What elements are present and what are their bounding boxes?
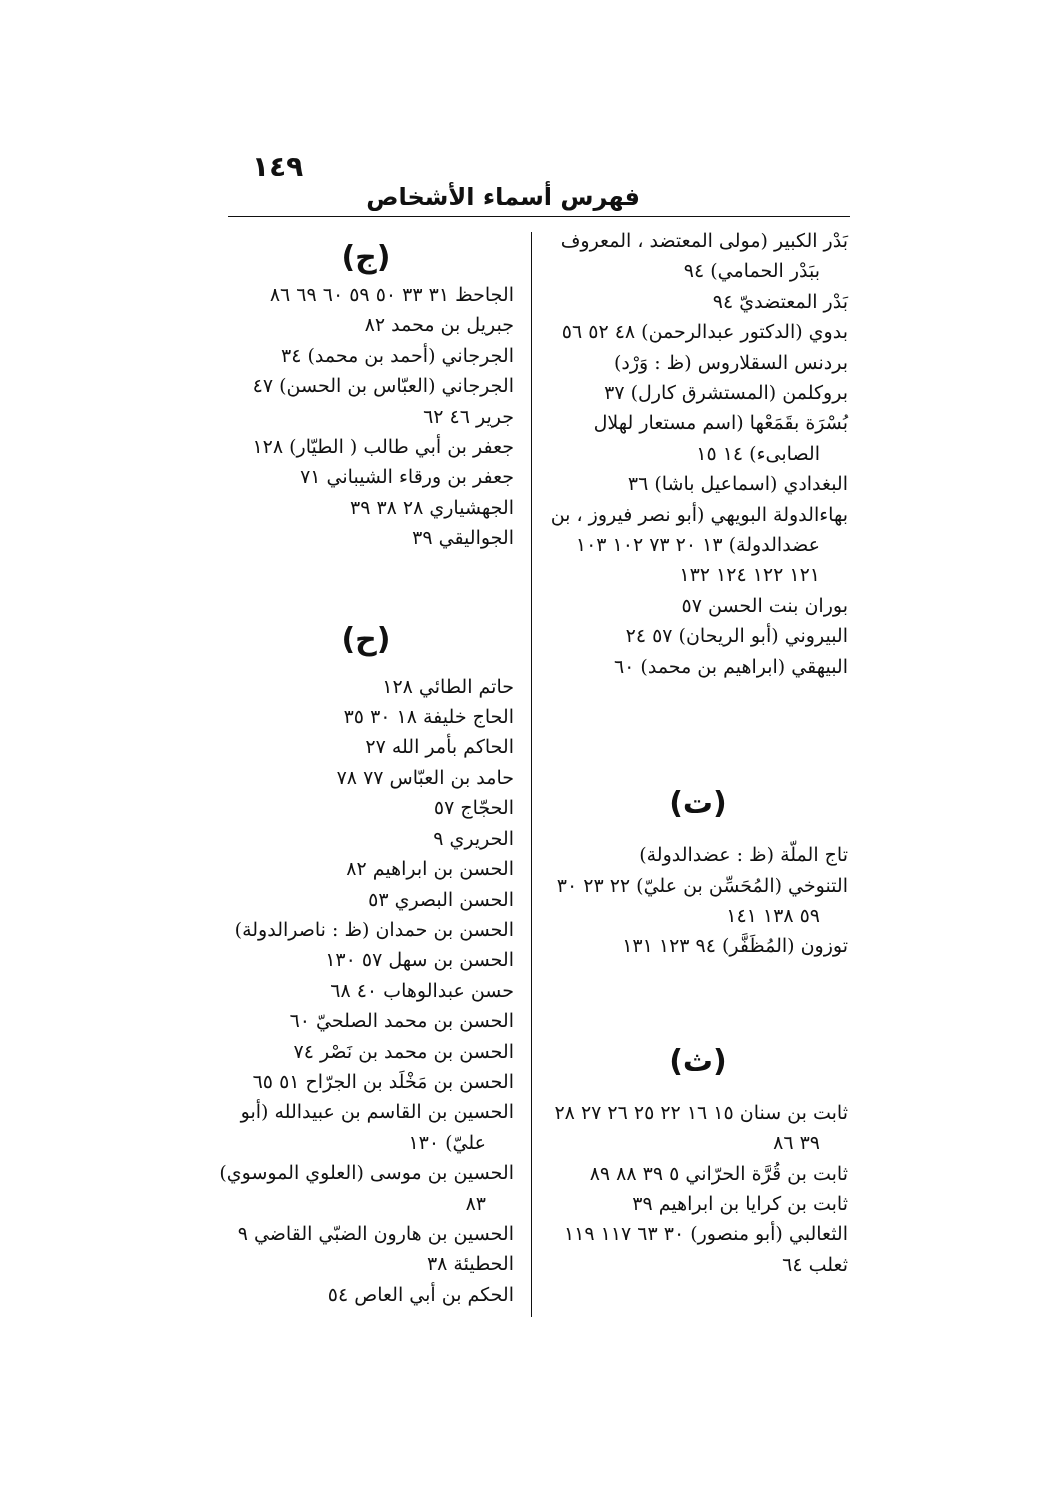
section-gap [218, 554, 514, 618]
index-entry: بدوي (الدكتور عبدالرحمن) ٤٨ ٥٢ ٥٦ [561, 321, 848, 344]
index-entry: بوران بنت الحسن ٥٧ [681, 594, 848, 617]
index-entry: الجرجاني (أحمد بن محمد) ٣٤ [280, 344, 514, 367]
heading-gap [218, 662, 514, 672]
index-entry: الحسن بن محمد بن نَصْر ٧٤ [293, 1040, 514, 1063]
index-entry: الحسن البصري ٥٣ [368, 888, 514, 911]
section-gap [548, 962, 848, 1040]
index-entry: بروكلمن (المستشرق كارل) ٣٧ [604, 382, 848, 405]
index-entry: جرير ٤٦ ٦٢ [423, 405, 514, 428]
index-entry: الجواليقي ٣٩ [412, 527, 514, 550]
index-entry: بَدْر المعتضديّ ٩٤ [712, 290, 848, 313]
running-title: فهرس أسماء الأشخاص [366, 183, 640, 211]
index-entry: بردنس السقلاروس (ظ : وَرْد) [613, 351, 848, 374]
index-entry: الحكم بن أبي العاص ٥٤ [327, 1283, 514, 1306]
index-entry: الحريري ٩ [433, 827, 514, 850]
index-entry: الحطيئة ٣٨ [426, 1253, 514, 1276]
heading-gap [548, 826, 848, 840]
section-heading: (ج) [341, 240, 391, 275]
section-h [218, 618, 514, 1311]
index-entry: الجهشياري ٢٨ ٣٨ ٣٩ [349, 496, 514, 519]
section-b [548, 226, 848, 682]
index-entry: الحاكم بأمر الله ٢٧ [365, 736, 514, 759]
index-entry: البيهقي (ابراهيم بن محمد) ٦٠ [613, 655, 848, 678]
section-heading: (ث) [669, 1043, 727, 1079]
column-divider [531, 232, 532, 1317]
index-entry: الحسين بن هارون الضبّي القاضي ٩ [237, 1222, 514, 1245]
index-entry: ثابت بن قُرَّة الحرّاني ٥ ٣٩ ٨٨ ٨٩ [589, 1162, 848, 1185]
section-j [218, 236, 514, 554]
page-number: ١٤٩ [252, 150, 304, 183]
index-entry: بهاءالدولة البويهي (أبو نصر فيروز ، بن عضدالدولة) ١٣ ٢٠ ٧٣ ١٠٢ ١٠٣ ١٢١ ١٢٢ ١٢٤ ١٣٢ [550, 503, 848, 587]
index-entry: البيروني (أبو الريحان) ٥٧ ٢٤ [625, 625, 848, 648]
index-entry: حامد بن العبّاس ٧٧ ٧٨ [336, 766, 514, 789]
index-entry: البغدادي (اسماعيل باشا) ٣٦ [627, 473, 848, 496]
index-entry: الحسن بن ابراهيم ٨٢ [346, 858, 514, 881]
index-entry: الحسن بن سهل ٥٧ ١٣٠ [325, 949, 514, 972]
section-th [548, 1040, 848, 1280]
index-entry: ثابت بن كرايا بن ابراهيم ٣٩ [632, 1192, 848, 1215]
index-entry: حسن عبدالوهاب ٤٠ ٦٨ [330, 979, 514, 1002]
section-heading: (ت) [669, 786, 727, 822]
index-entry: ثابت بن سنان ١٥ ١٦ ٢٢ ٢٥ ٢٦ ٢٧ ٢٨ ٣٩ ٨٦ [554, 1101, 848, 1155]
index-entry: جبريل بن محمد ٨٢ [364, 314, 514, 337]
index-entry: الحسن بن مَخْلَد بن الجرّاح ٥١ ٦٥ [252, 1070, 514, 1093]
heading-gap [548, 1084, 848, 1098]
index-entry: جعفر بن أبي طالب ( الطيّار) ١٢٨ [252, 436, 514, 459]
left-column [218, 236, 514, 1310]
index-entry: الحاج خليفة ١٨ ٣٠ ٣٥ [343, 706, 514, 729]
index-entry: الحسين بن موسى (العلوي الموسوي) ٨٣ [219, 1162, 514, 1215]
section-heading: (ح) [341, 621, 391, 657]
header-rule [228, 216, 850, 217]
index-entry: الجاحظ ٣١ ٣٣ ٥٠ ٥٩ ٦٠ ٦٩ ٨٦ [269, 284, 514, 306]
index-entry: حاتم الطائي ١٢٨ [382, 675, 514, 698]
index-entry: الحسن بن محمد الصلحيّ ٦٠ [289, 1010, 514, 1033]
right-column [548, 226, 848, 1280]
index-entry: الحجّاج ٥٧ [433, 797, 514, 820]
index-entry: بُسْرَة بقَمَعْها (اسم مستعار لهلال الصابىء) ١٤ ١٥ [593, 412, 848, 465]
index-entry: تاج الملّة (ظ : عضدالدولة) [639, 844, 848, 867]
index-entry: الحسن بن حمدان (ظ : ناصرالدولة) [234, 918, 514, 941]
index-entry: بَدْر الكبير (مولى المعتضد ، المعروف ببَدْر الحمامي) ٩٤ [560, 230, 848, 283]
index-entry: التنوخي (المُحَسِّن بن عليّ) ٢٢ ٢٣ ٣٠ ٥٩ ١٣٨ ١٤١ [556, 874, 848, 927]
index-entry: توزون (المُظَفَّر) ٩٤ ١٢٣ ١٣١ [622, 935, 848, 958]
index-entry: الجرجاني (العبّاس بن الحسن) ٤٧ [252, 375, 514, 398]
index-entry: الثعالبي (أبو منصور) ٣٠ ٦٣ ١١٧ ١١٩ [563, 1223, 848, 1246]
index-entry: الحسين بن القاسم بن عبيدالله (أبو عليّ) ١٣٠ [240, 1101, 514, 1154]
section-gap [548, 682, 848, 782]
section-t [548, 782, 848, 962]
index-entry: ثعلب ٦٤ [782, 1253, 848, 1276]
index-entry: جعفر بن ورقاء الشيباني ٧١ [300, 466, 514, 489]
